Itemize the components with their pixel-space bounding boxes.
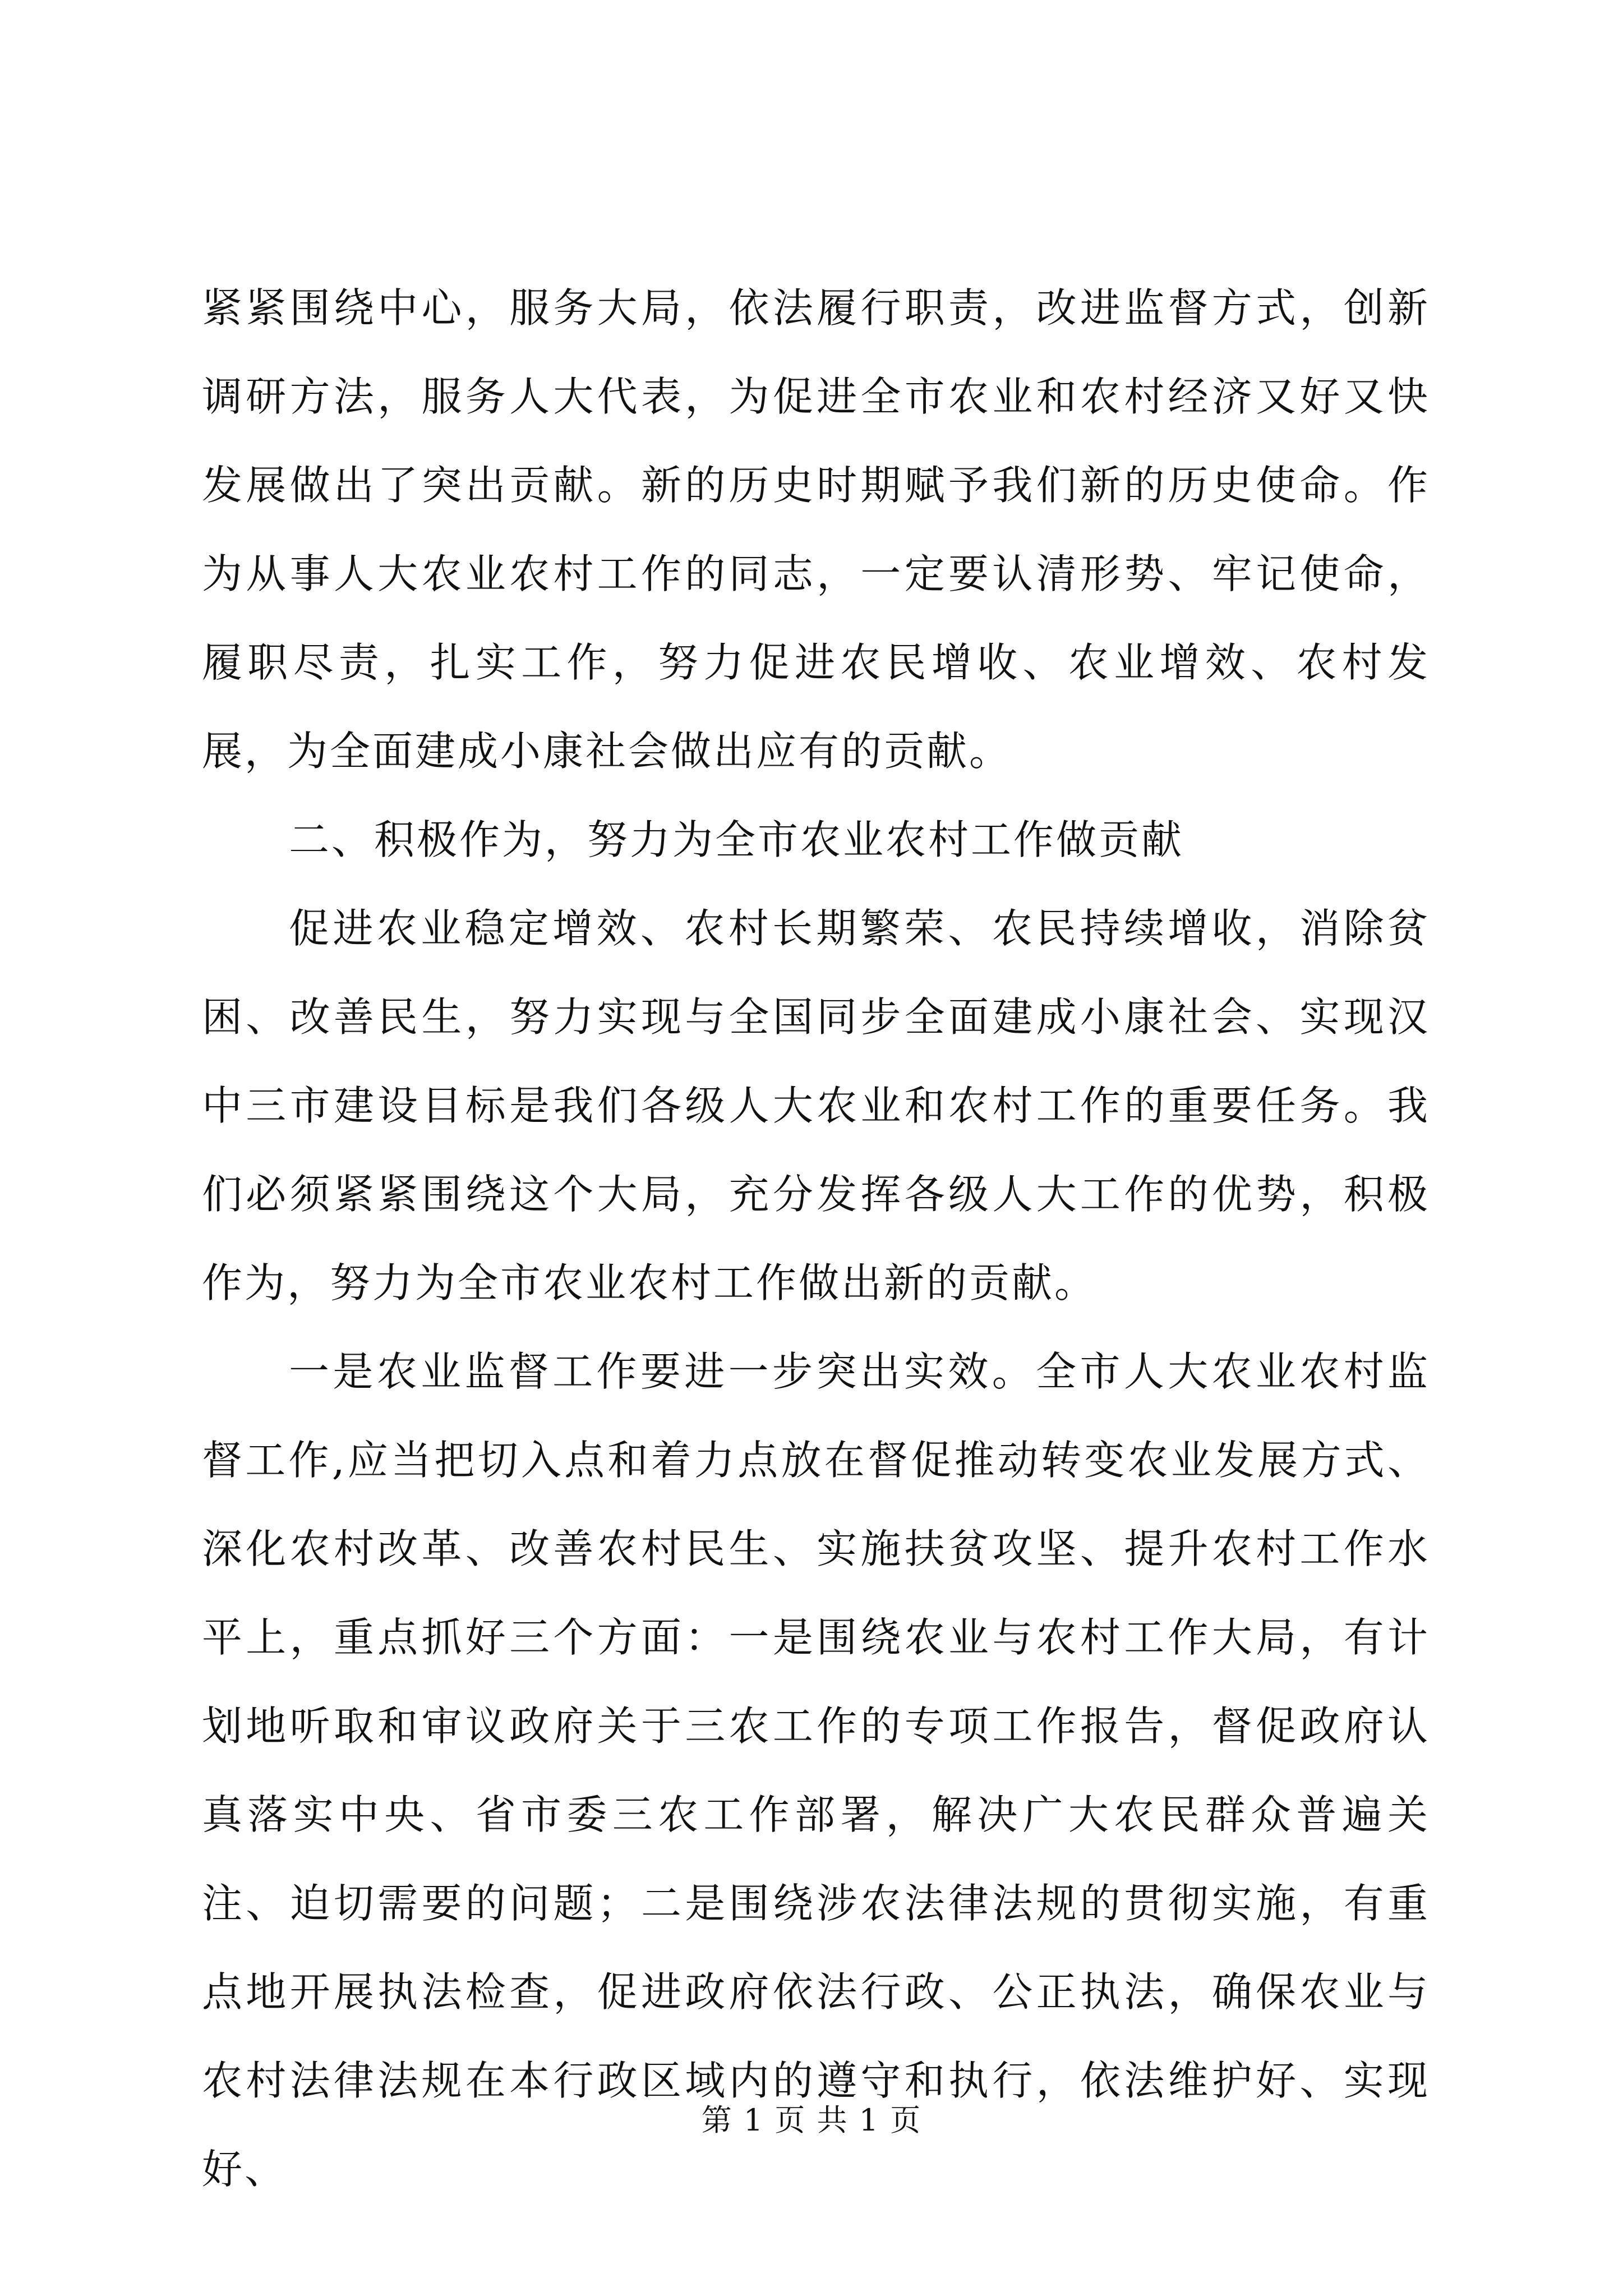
- paragraph-2: 促进农业稳定增效、农村长期繁荣、农民持续增收，消除贫困、改善民生，努力实现与全国同步全面建成小康社会、实现汉中三市建设目标是我们各级人大农业和农村工作的重要任务。我们必须紧紧围绕这个大局，充分发挥各级人大工作的优势，积极作为，努力为全市农业农村工作做出新的贡献。: [202, 905, 1430, 1306]
- section-heading: 二、积极作为，努力为全市农业农村工作做贡献: [289, 816, 1184, 863]
- page-number-footer: 第 1 页 共 1 页: [701, 2102, 922, 2138]
- paragraph-3: 一是农业监督工作要进一步突出实效。全市人大农业农村监督工作,应当把切入点和着力点放在督促推动转变农业发展方式、深化农村改革、改善农村民生、实施扶贫攻坚、提升农村工作水平上，重点抓好三个方面：一是围绕农业与农村工作大局，有计划地听取和审议政府关于三农工作的专项工作报告，督促政府认真落实中央、省市委三农工作部署，解决广大农民群众普遍关注、迫切需要的问题；二是围绕涉农法律法规的贯彻实施，有重点地开展执法检查，促进政府依法行政、公正执法，确保农业与农村法律法规在本行政区域内的遵守和执行，依法维护好、实现好、: [202, 1348, 1430, 2193]
- paragraph-1: 紧紧围绕中心，服务大局，依法履行职责，改进监督方式，创新调研方法，服务人大代表，为促进全市农业和农村经济又好又快发展做出了突出贡献。新的历史时期赋予我们新的历史使命。作为从事人大农业农村工作的同志，一定要认清形势、牢记使命，履职尽责，扎实工作，努力促进农民增收、农业增效、农村发展，为全面建成小康社会做出应有的贡献。: [202, 284, 1430, 775]
- document-body: [202, 264, 1430, 2214]
